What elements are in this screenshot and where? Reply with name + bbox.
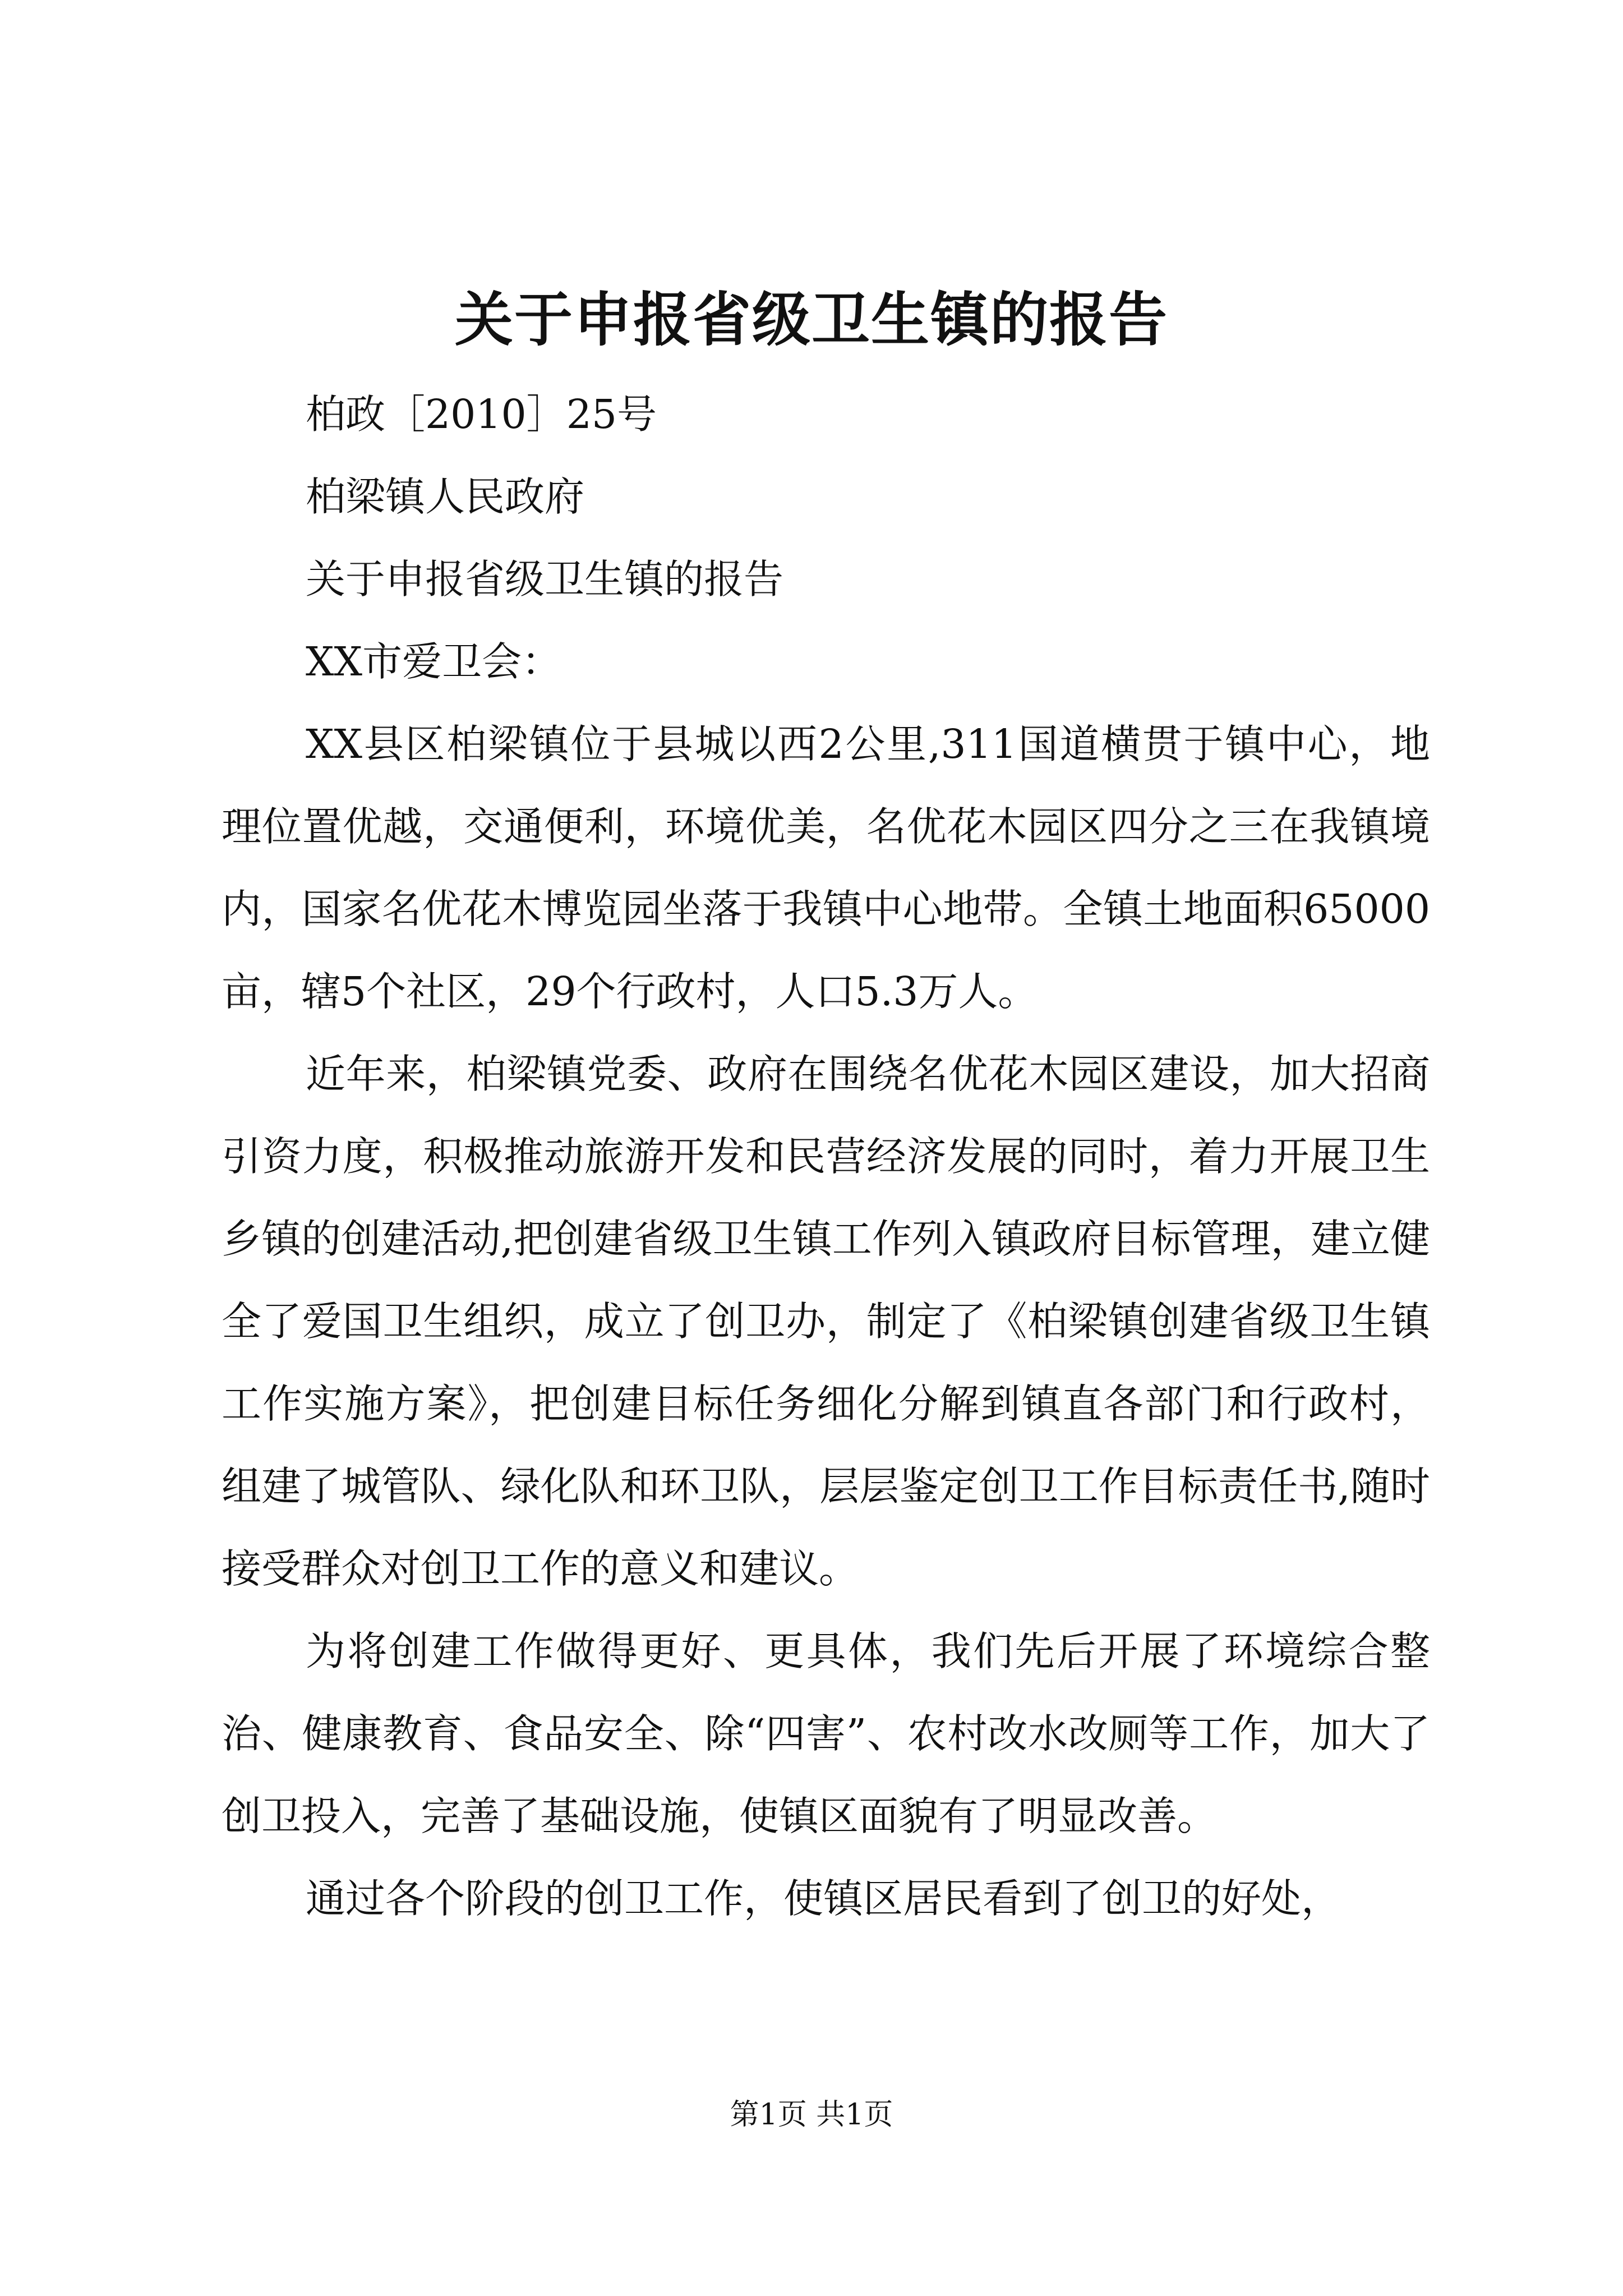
document-title: 关于申报省级卫生镇的报告 [454,285,1168,354]
doc-number: 柏政［2010］25号 [306,391,657,438]
paragraph: 为将创建工作做得更好、更具体，我们先后开展了环境综合整治、健康教育、食品安全、除“四害”、农村改水改厕等工作，加大了创卫投入，完善了基础设施，使镇区面貌有了明显改善。 [222,1628,1430,1839]
paragraph: XX县区柏梁镇位于县城以西2公里,311国道横贯于镇中心，地理位置优越，交通便利，环境优美，名优花木园区四分之三在我镇境内，国家名优花木博览园坐落于我镇中心地带。全镇土地面积65000亩，辖5个社区，29个行政村，人口5.3万人。 [222,721,1430,1015]
document-body [222,373,1430,1940]
paragraph: 通过各个阶段的创卫工作，使镇区居民看到了创卫的好处， [306,1875,1341,1922]
subject-line: 关于申报省级卫生镇的报告 [306,556,784,602]
addressee: XX市爱卫会： [306,638,562,685]
paragraph: 近年来，柏梁镇党委、政府在围绕名优花木园区建设，加大招商引资力度，积极推动旅游开发和民营经济发展的同时，着力开展卫生乡镇的创建活动,把创建省级卫生镇工作列入镇政府目标管理，建立健全了爱国卫生组织，成立了创卫办，制定了《柏梁镇创建省级卫生镇工作实施方案》，把创建目标任务细化分解到镇直各部门和行政村，组建了城管队、绿化队和环卫队，层层鉴定创卫工作目标责任书,随时接受群众对创卫工作的意义和建议。 [222,1051,1430,1592]
page-footer: 第1页 共1页 [730,2098,893,2132]
issuer: 柏梁镇人民政府 [306,473,585,520]
